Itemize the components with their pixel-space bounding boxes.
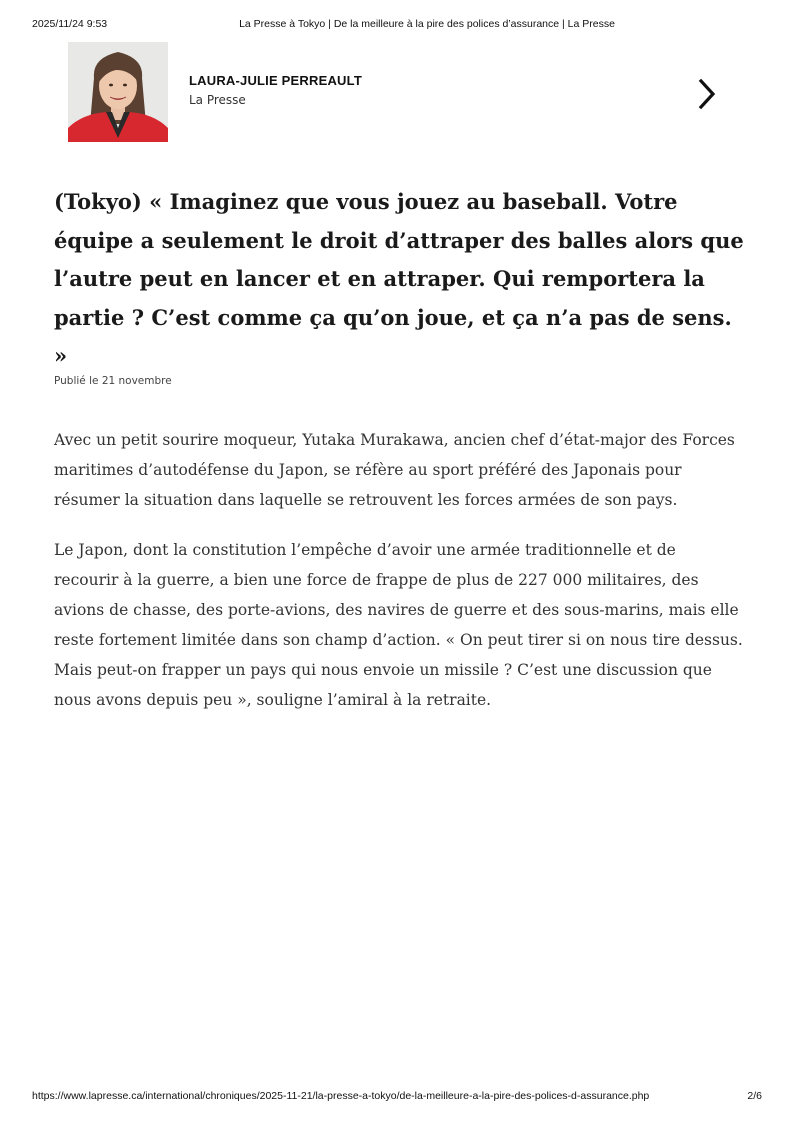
next-author-button[interactable] [696, 78, 720, 110]
article-paragraph-1: Avec un petit sourire moqueur, Yutaka Murakawa, ancien chef d’état-major des Forces maritimes d’autodéfense du Japon, se réfère au sport préféré des Japonais pour résumer la situation dans laquelle se retrouvent les forces armées de son pays. [54, 431, 735, 509]
published-date: Publié le 21 novembre [54, 375, 172, 387]
author-name: LAURA-JULIE PERREAULT [189, 73, 362, 88]
print-datetime: 2025/11/24 9:53 [32, 18, 108, 30]
article-paragraph-2: Le Japon, dont la constitution l’empêche d’avoir une armée traditionnelle et de recourir à la guerre, a bien une force de frappe de plus de 227 000 militaires, des avions de chasse, des porte-avions, des navires de guerre et des sous-marins, mais elle reste fortement limitée dans son champ d’action. « On peut tirer si on nous tire dessus. Mais peut-on frapper un pays qui nous envoie un missile ? C’est une discussion que nous avons depuis peu », souligne l’amiral à la retraite. [54, 541, 743, 709]
print-footer [32, 1090, 762, 1106]
author-portrait-illustration [68, 42, 168, 142]
article-lede: (Tokyo) « Imaginez que vous jouez au baseball. Votre équipe a seulement le droit d’attraper des balles alors que l’autre peut en lancer et en attraper. Qui remportera la partie ? C’est comme ça qu’on joue, et ça n’a pas de sens. » [54, 189, 744, 368]
author-organization: La Presse [189, 93, 246, 107]
print-page-title: La Presse à Tokyo | De la meilleure à la pire des polices d’assurance | La Presse [239, 18, 615, 30]
print-header [32, 18, 762, 34]
chevron-right-icon [696, 78, 720, 110]
print-page-url: https://www.lapresse.ca/international/chroniques/2025-11-21/la-presse-a-tokyo/de-la-meilleure-a-la-pire-des-polices-d-assurance.php [32, 1090, 650, 1102]
author-avatar [68, 42, 168, 142]
author-block [68, 42, 728, 142]
print-page-number: 2/6 [747, 1090, 762, 1102]
